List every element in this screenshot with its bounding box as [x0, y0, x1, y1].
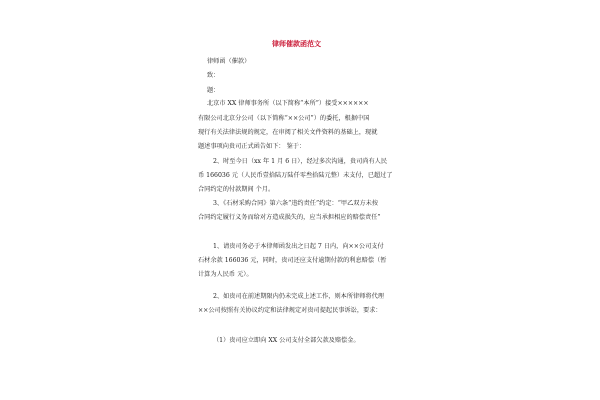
- text-line: 1、请贵司务必于本律师函发出之日起 7 日内，向××公司支付: [213, 243, 384, 250]
- text-line: 计算为人民币 元）。: [198, 271, 253, 278]
- text-line: （1）贵司应立即向 XX 公司支付全部欠款及赔偿金。: [213, 337, 360, 344]
- to-label: 致：: [207, 72, 220, 79]
- text-line: 3、《石材采购合同》第六条“违约责任”约定：“甲乙双方未按: [213, 200, 379, 207]
- text-line: 合同约定的付款期间 个月。: [198, 186, 275, 193]
- text-line: 题述事项向贵司正式函告如下： 鉴于：: [198, 143, 306, 150]
- letter-heading: 律师函（催款）: [207, 58, 251, 65]
- text-line: 北京市 XX 律师事务所（以下简称“本所”）接受××××××: [207, 100, 369, 107]
- text-line: ××公司按照有关协议约定和法律规定对贵司提起民事诉讼，要求：: [198, 307, 382, 314]
- text-line: 有限公司北京分公司（以下简称“××公司”）的委托，根据中国: [198, 115, 370, 122]
- document-title: 律师催款函范文: [272, 39, 321, 48]
- text-line: 2、时至今日（xx 年 1 月 6 日），经过多次沟通，贵司尚有人民: [213, 158, 388, 165]
- subject-label: 题：: [207, 87, 220, 94]
- text-line: 2、如贵司在前述期限内仍未完成上述工作，则本所律师将代理: [213, 293, 384, 300]
- text-line: 币 166036 元（人民币壹拾陆万陆仟零叁拾陆元整）未支付，已超过了: [198, 172, 393, 179]
- text-line: 石材余款 166036 元，同时，贵司还应支付逾期付款的利息赔偿（暂: [198, 257, 387, 264]
- text-line: 现行有关法律法规的规定，在审阅了相关文件资料的基础上，现就: [198, 129, 378, 136]
- text-line: 合同约定履行义务而给对方造成损失的，应当承担相应的赔偿责任”: [198, 214, 381, 221]
